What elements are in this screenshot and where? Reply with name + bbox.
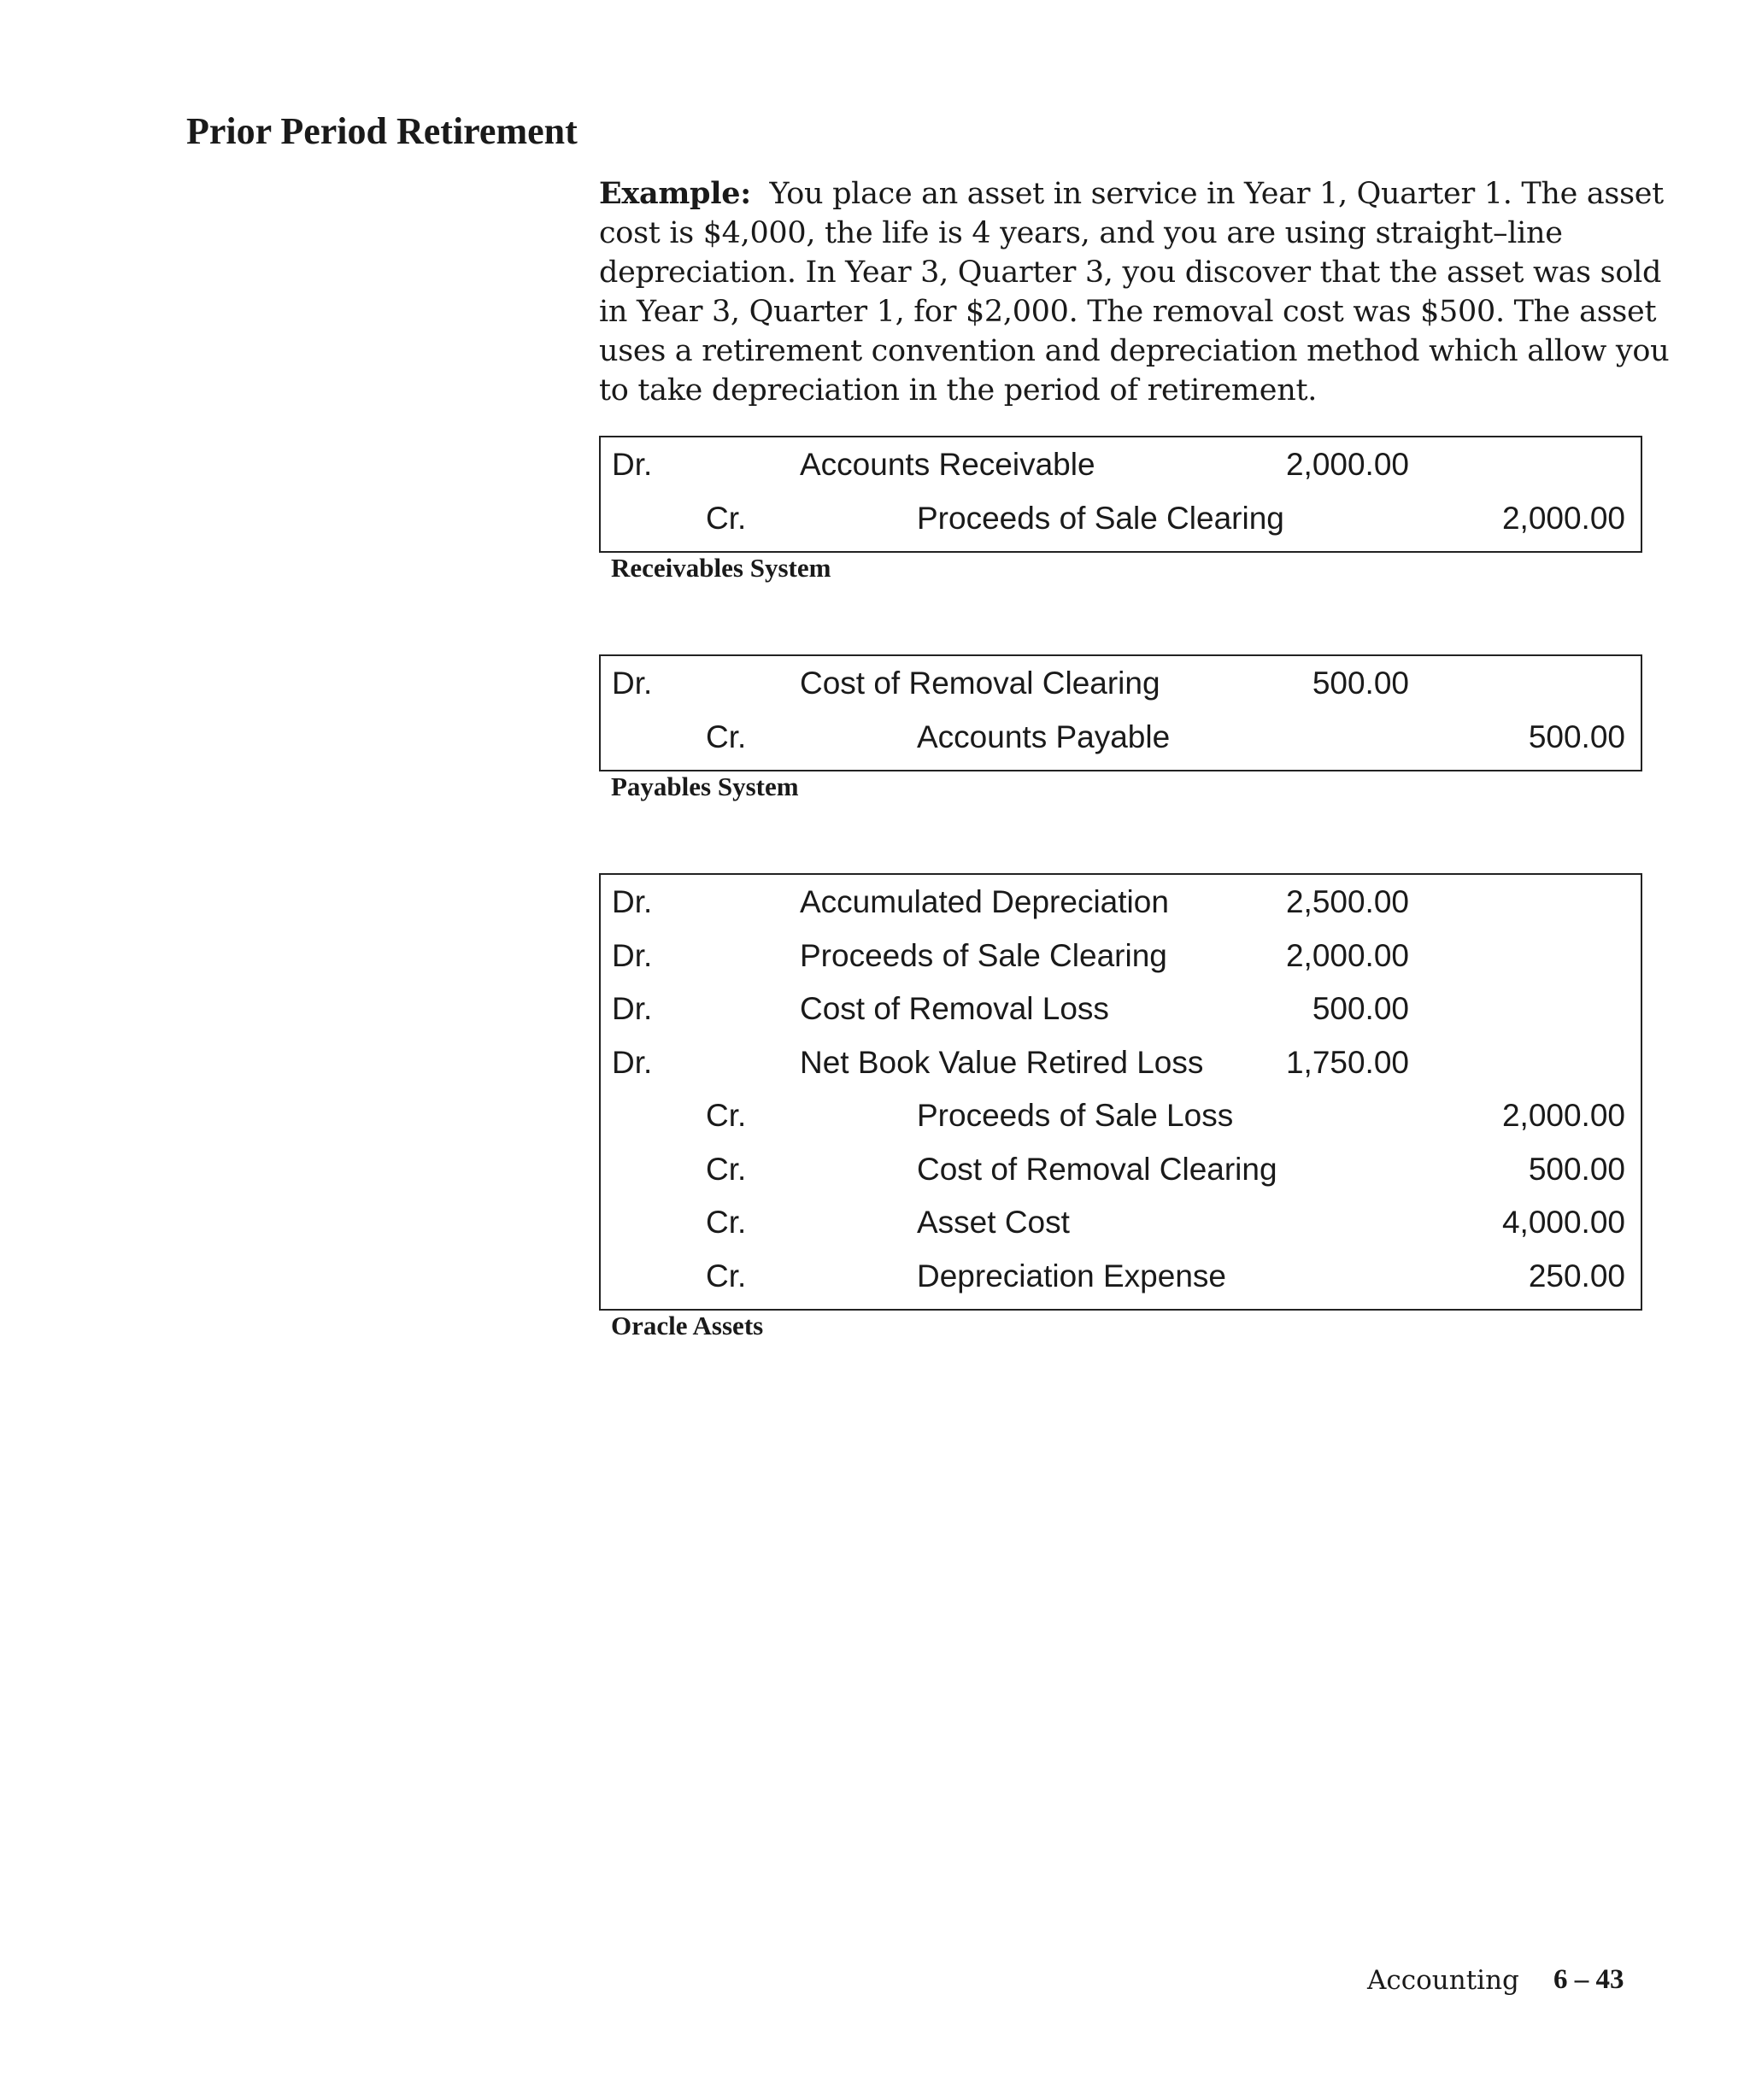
entry-amount: 500.00 [1312, 666, 1409, 701]
entry-side: Dr. [612, 666, 653, 701]
section-heading: Prior Period Retirement [186, 110, 578, 152]
example-lead: Example: [599, 176, 751, 211]
entry-account: Accounts Receivable [800, 447, 1095, 482]
entry-amount: 250.00 [1528, 1258, 1625, 1293]
entry-account: Cost of Removal Clearing [917, 1151, 1277, 1187]
entry-side: Cr. [706, 719, 747, 754]
entry-amount: 500.00 [1312, 991, 1409, 1026]
journal-line-debit [601, 932, 1641, 986]
journal-entry-assets [599, 873, 1642, 1341]
entry-side: Dr. [612, 447, 653, 482]
entry-account: Proceeds of Sale Loss [917, 1098, 1234, 1133]
entry-amount: 500.00 [1528, 1151, 1625, 1187]
journal-line-debit [601, 660, 1641, 713]
entry-account: Asset Cost [917, 1205, 1070, 1240]
example-paragraph [599, 174, 1676, 410]
entry-side: Dr. [612, 884, 653, 919]
journal-line-credit [601, 1146, 1641, 1200]
journal-line-credit [601, 1252, 1641, 1306]
entry-side: Cr. [706, 1258, 747, 1293]
entry-account: Depreciation Expense [917, 1258, 1226, 1293]
journal-entry-box [599, 654, 1642, 771]
journal-line-credit [601, 713, 1641, 767]
entry-account: Net Book Value Retired Loss [800, 1044, 1204, 1080]
journal-entry-box [599, 873, 1642, 1311]
journal-entry-receivables [599, 436, 1642, 584]
entry-caption: Oracle Assets [611, 1311, 764, 1340]
journal-line-credit [601, 1199, 1641, 1252]
entry-account: Proceeds of Sale Clearing [917, 500, 1284, 536]
journal-entry-payables [599, 654, 1642, 802]
journal-entry-box [599, 436, 1642, 553]
entry-amount: 500.00 [1528, 719, 1625, 754]
entry-caption: Payables System [611, 771, 799, 801]
journal-line-debit [601, 878, 1641, 932]
entry-side: Cr. [706, 1098, 747, 1133]
journal-line-debit [601, 1039, 1641, 1093]
page-number: 6 – 43 [1553, 1964, 1624, 1995]
entry-account: Cost of Removal Clearing [800, 666, 1160, 701]
entry-amount: 2,000.00 [1501, 500, 1625, 536]
example-text: You place an asset in service in Year 1, Quarter 1. The asset cost is $4,000, the life is 4 years, and you are using straight–line depreciation. In Year 3, Quarter 3, you discover that the asset was sold in Year 3, Quarter 1, for $2,000. The removal cost was $500. The asset uses a retirement convention and depreciation method which allow you to take depreciation in the period of retirement. [599, 177, 1670, 408]
entry-amount: 4,000.00 [1501, 1205, 1625, 1240]
entry-side: Dr. [612, 937, 653, 973]
entry-amount: 1,750.00 [1285, 1044, 1409, 1080]
footer-section: Accounting [1367, 1965, 1519, 1996]
entry-amount: 2,500.00 [1285, 884, 1409, 919]
journal-line-debit [601, 985, 1641, 1039]
entry-side: Cr. [706, 500, 747, 536]
journal-line-credit [601, 495, 1641, 548]
entry-side: Cr. [706, 1205, 747, 1240]
entry-amount: 2,000.00 [1285, 937, 1409, 973]
entry-side: Dr. [612, 1044, 653, 1080]
entry-account: Accumulated Depreciation [800, 884, 1169, 919]
entry-account: Cost of Removal Loss [800, 991, 1109, 1026]
entry-amount: 2,000.00 [1501, 1098, 1625, 1133]
entry-caption: Receivables System [611, 553, 831, 583]
journal-line-credit [601, 1092, 1641, 1146]
entry-amount: 2,000.00 [1285, 447, 1409, 482]
entry-side: Dr. [612, 991, 653, 1026]
entry-account: Accounts Payable [917, 719, 1171, 754]
journal-line-debit [601, 441, 1641, 495]
entry-account: Proceeds of Sale Clearing [800, 937, 1167, 973]
entry-side: Cr. [706, 1151, 747, 1187]
